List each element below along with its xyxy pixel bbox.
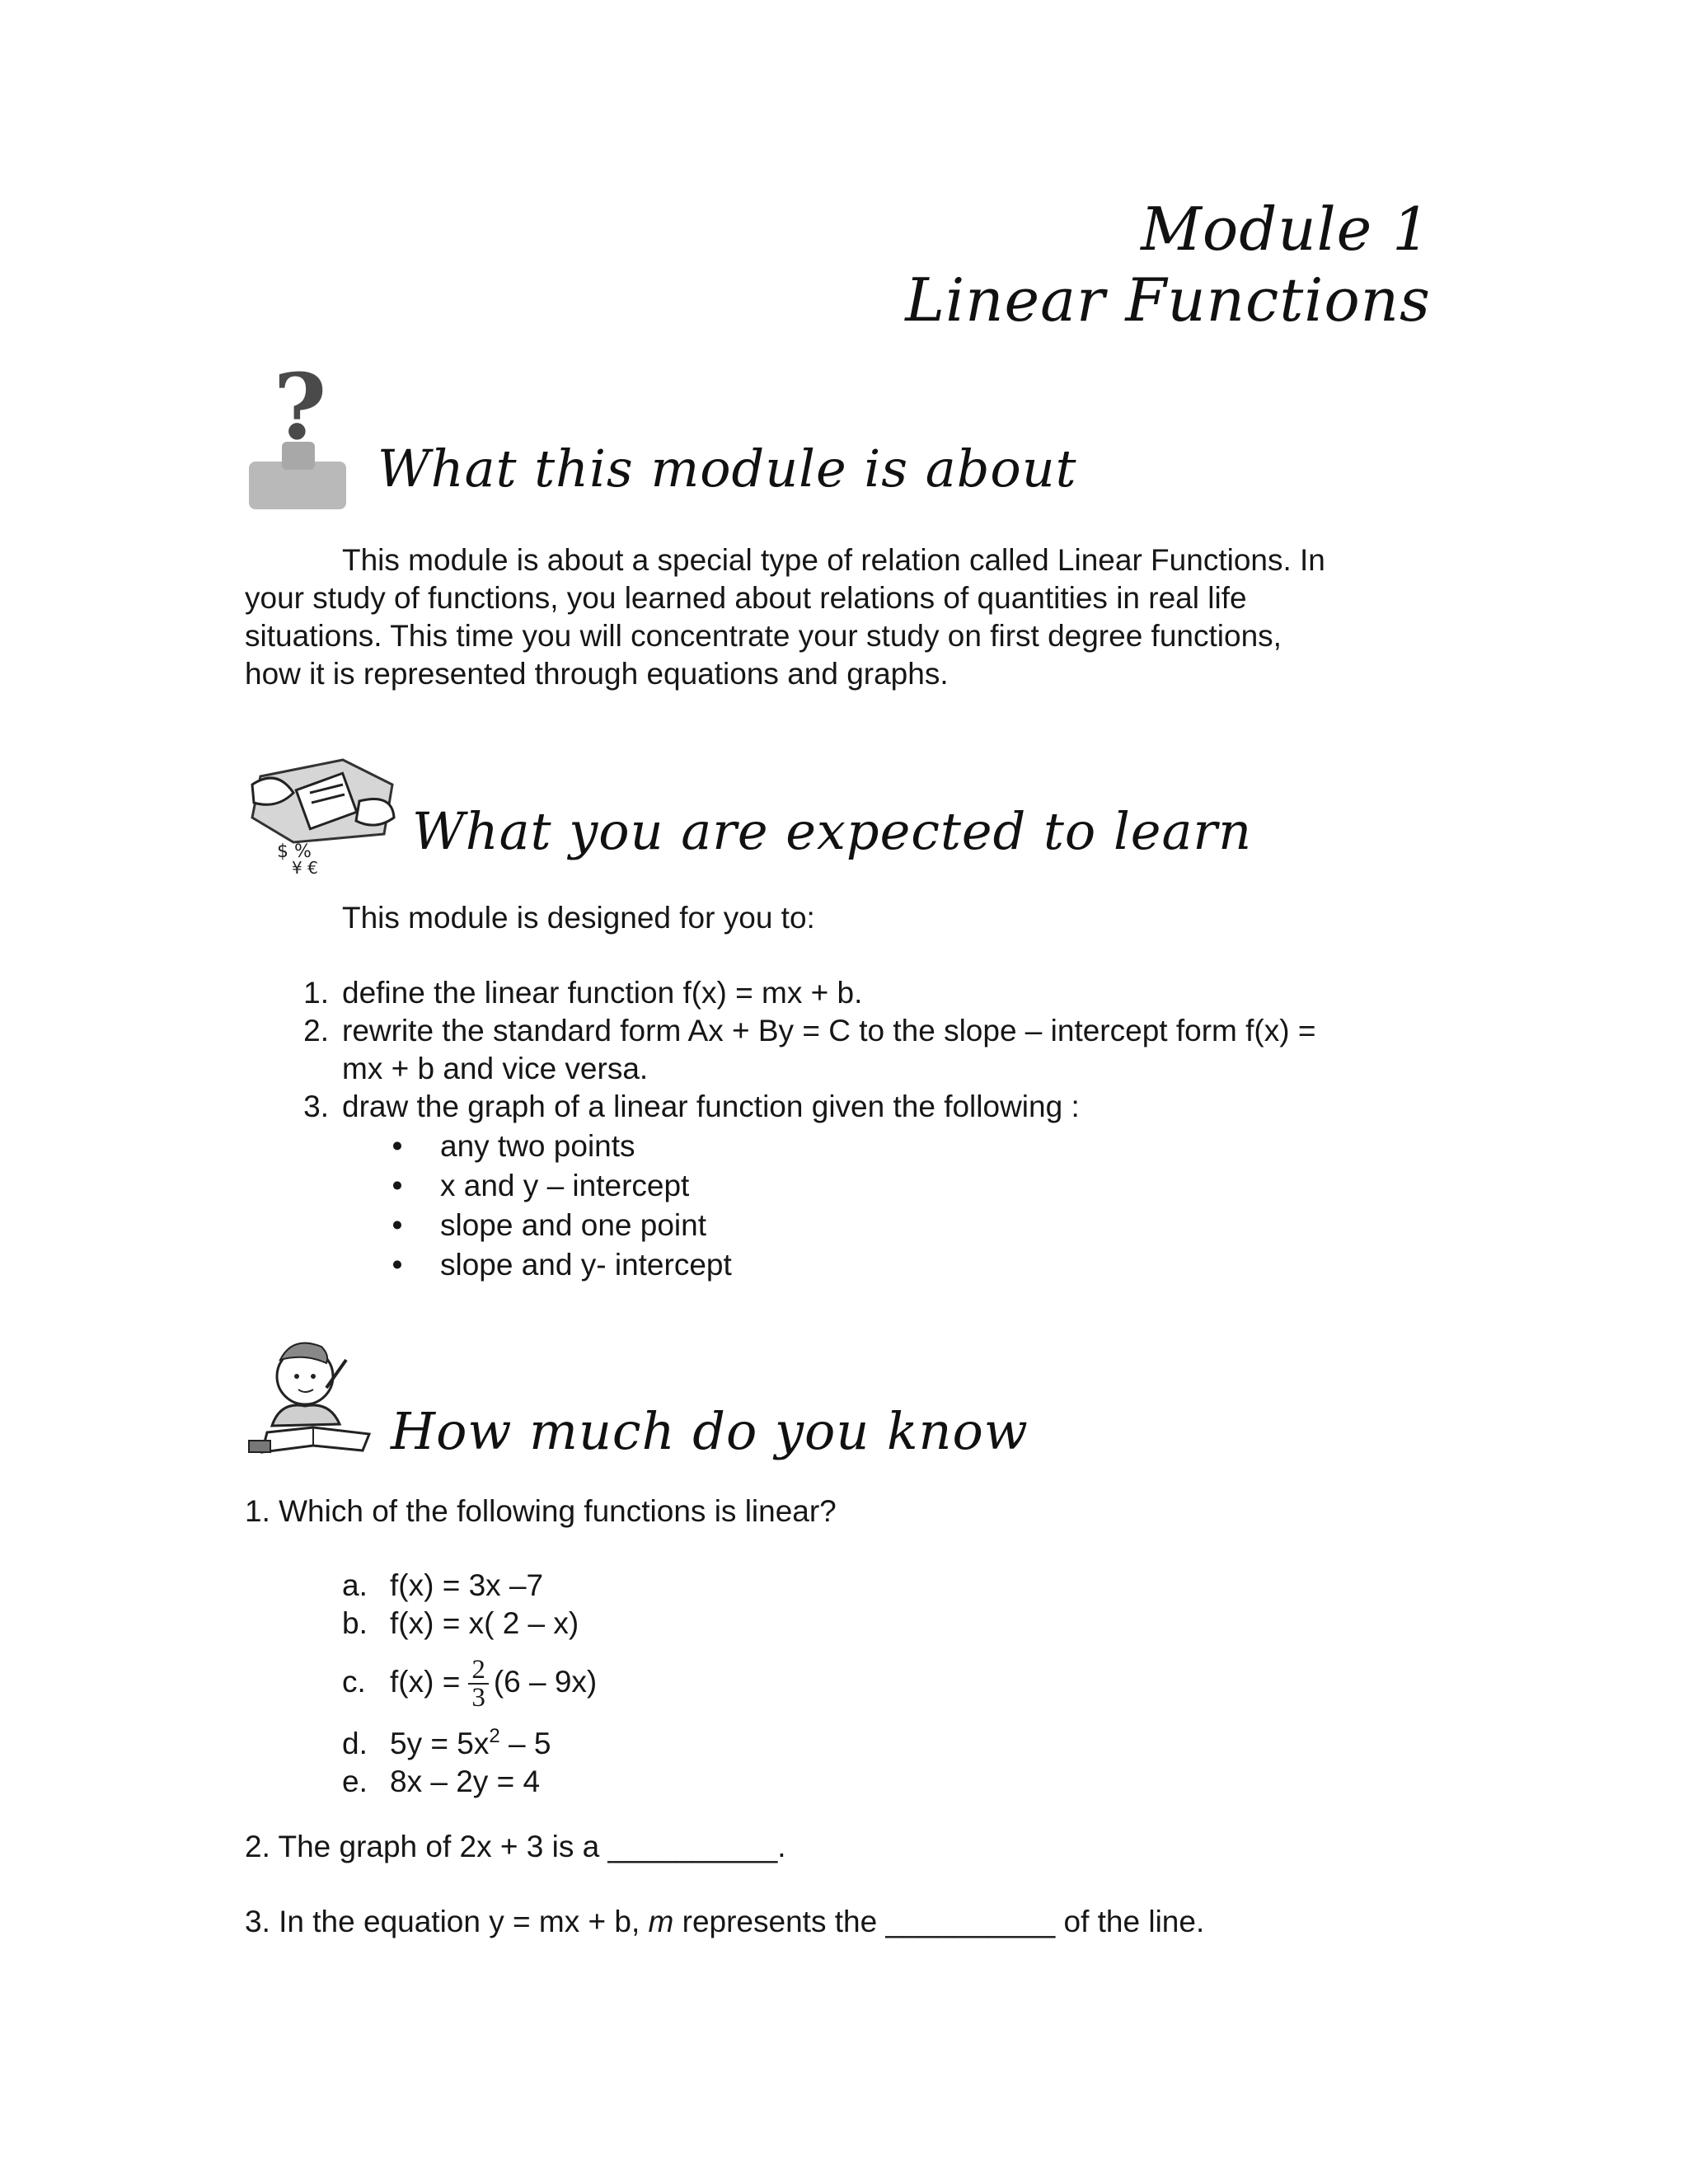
fraction: [468, 1657, 489, 1711]
option-text: f(x) = 3x –7: [390, 1568, 544, 1602]
option-text: 5y = 5x: [390, 1727, 490, 1760]
option-a: [342, 1568, 543, 1603]
learn-intro: This module is designed for you to:: [342, 901, 815, 935]
know-heading: How much do you know: [391, 1401, 1029, 1461]
bullet-dot-icon: •: [392, 1129, 403, 1163]
bullet-item: [389, 1129, 635, 1164]
question-mark-icon: [247, 354, 350, 515]
bullet-item: [389, 1248, 732, 1282]
objective-number: 3.: [303, 1090, 329, 1123]
student-thinking-icon: [247, 1335, 379, 1459]
objective-item: [279, 1090, 1080, 1124]
bullet-item: [389, 1169, 689, 1203]
about-line: situations. This time you will concentrate your study on first degree functions,: [245, 619, 1282, 653]
about-line: your study of functions, you learned about relations of quantities in real life: [245, 581, 1247, 615]
question-3-text: 3. In the equation y = mx + b,: [245, 1905, 649, 1938]
objective-item: [279, 976, 862, 1010]
learn-heading: What you are expected to learn: [412, 801, 1253, 861]
bullet-item: [389, 1208, 706, 1243]
about-line: This module is about a special type of relation called Linear Functions. In: [342, 543, 1325, 577]
option-letter: a.: [342, 1568, 368, 1602]
module-subject-title: Linear Functions: [905, 265, 1431, 335]
option-d: [342, 1727, 551, 1761]
bullet-text: x and y – intercept: [440, 1169, 690, 1202]
question-3: [245, 1905, 1204, 1939]
objective-number: 1.: [303, 976, 329, 1010]
option-b: [342, 1606, 579, 1641]
option-letter: b.: [342, 1606, 368, 1640]
fraction-denominator: 3: [471, 1683, 485, 1713]
about-paragraph: [245, 541, 1415, 693]
svg-text:?: ?: [273, 354, 327, 460]
option-e: [342, 1765, 540, 1799]
option-text: (6 – 9x): [493, 1664, 598, 1699]
objective-text: draw the graph of a linear function given the following :: [342, 1090, 1080, 1123]
option-letter: d.: [342, 1727, 368, 1760]
exponent: 2: [489, 1725, 500, 1747]
option-text: f(x) = x( 2 – x): [390, 1606, 579, 1640]
svg-text:$ %: $ %: [277, 841, 312, 862]
question-1: 1. Which of the following functions is linear?: [245, 1494, 837, 1528]
module-number-title: Module 1: [1141, 194, 1431, 264]
objective-text: rewrite the standard form Ax + By = C to the slope – intercept form f(x) =: [342, 1014, 1316, 1047]
fraction-numerator: 2: [468, 1657, 489, 1685]
svg-text:¥ €: ¥ €: [292, 858, 318, 878]
bullet-dot-icon: •: [392, 1208, 403, 1242]
objective-number: 2.: [303, 1014, 329, 1047]
option-text: 8x – 2y = 4: [390, 1765, 541, 1798]
bullet-text: slope and one point: [440, 1208, 706, 1242]
option-text: f(x) =: [390, 1664, 461, 1699]
question-2: 2. The graph of 2x + 3 is a __________.: [245, 1830, 786, 1863]
bullet-dot-icon: •: [392, 1169, 403, 1202]
variable-m: m: [648, 1905, 674, 1938]
calculator-hands-icon: [244, 752, 401, 878]
option-letter: c.: [342, 1664, 366, 1699]
about-line: how it is represented through equations and graphs.: [245, 657, 949, 691]
option-letter: e.: [342, 1765, 368, 1798]
bullet-dot-icon: •: [392, 1248, 403, 1282]
bullet-text: any two points: [440, 1129, 635, 1163]
bullet-text: slope and y- intercept: [440, 1248, 732, 1282]
question-3-text: represents the __________ of the line.: [673, 1905, 1205, 1938]
objective-continuation: mx + b and vice versa.: [342, 1052, 649, 1085]
objective-item: [279, 1014, 1315, 1048]
option-c: [342, 1657, 597, 1711]
about-heading: What this module is about: [377, 438, 1077, 499]
option-text: – 5: [499, 1727, 551, 1760]
objective-text: define the linear function f(x) = mx + b.: [342, 976, 863, 1010]
